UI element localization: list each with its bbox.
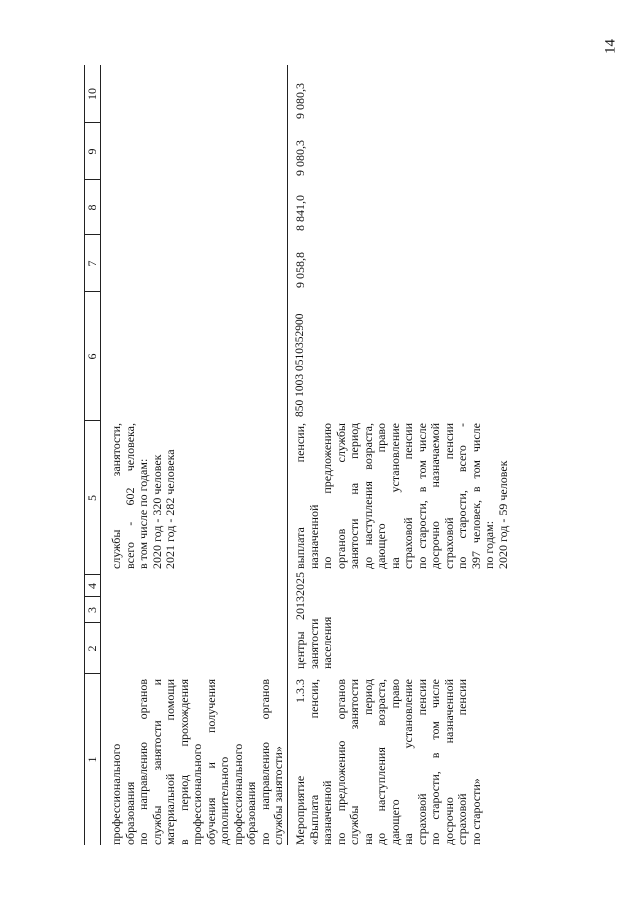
row1-col1-text (110, 679, 286, 845)
header-col-7: 7 (85, 260, 99, 267)
text-line: на установление (401, 679, 415, 845)
text-line: занятости на период (347, 423, 361, 569)
program-table (84, 65, 624, 845)
text-line: дополнительного (217, 756, 231, 845)
text-line: «Выплата пенсии, (306, 679, 321, 845)
text-line: занятости (306, 618, 321, 669)
row2-col9-value: 9 080,3 (293, 140, 307, 176)
text-line: дающего право (374, 423, 388, 569)
text-line: обучения и получения (203, 679, 218, 845)
text-line: по направлению органов (257, 679, 272, 845)
text-line: страховой пенсии (455, 679, 469, 845)
text-line: по годам: (482, 520, 496, 569)
header-col-9: 9 (85, 148, 99, 155)
text-line: до наступления возраста, (360, 423, 375, 569)
text-line: образования (244, 781, 258, 845)
text-line: досрочно назначенной (441, 679, 456, 845)
text-line: по старости, в том числе (428, 679, 442, 845)
text-line: службы занятости (347, 679, 361, 845)
text-line: страховой пенсии (414, 679, 429, 845)
text-line: службы занятости, (109, 423, 123, 569)
text-line: центры (293, 631, 307, 669)
text-line: до наступления возраста, (374, 679, 388, 845)
header-col-5: 5 (85, 495, 99, 501)
text-line: на период (360, 679, 375, 845)
text-line: 397 человек, в том числе (468, 423, 483, 569)
row2-col10-value: 9 080,3 (293, 83, 307, 119)
row-separator (287, 65, 288, 845)
header-col-3: 3 (85, 607, 99, 613)
text-line: на установление (387, 423, 402, 569)
text-line: страховой пенсии (441, 423, 456, 569)
text-line: выплата пенсии, (293, 423, 307, 569)
header-bottom-rule (100, 65, 101, 845)
header-col-2: 2 (85, 645, 99, 652)
text-line: профессионального (109, 743, 123, 845)
text-line: в период прохождения (176, 679, 191, 845)
row2-col5-text (294, 423, 510, 569)
text-line: в том числе по годам: (136, 458, 150, 569)
row2-col6-budget-code: 850 1003 0510352900 (294, 313, 306, 417)
text-line: по старости» (468, 778, 483, 845)
text-line: службы занятости и (149, 679, 164, 845)
text-line: всего - 602 человека, (122, 423, 137, 569)
text-line: страховой пенсии (401, 423, 415, 569)
text-line: населения (320, 616, 334, 669)
text-line: дающего право (387, 679, 402, 845)
text-line: профессионального (190, 743, 204, 845)
text-line: образования (122, 781, 137, 845)
text-line: досрочно назначаемой (428, 423, 442, 569)
text-line: назначенной (306, 504, 321, 569)
page-number: 14 (602, 39, 619, 54)
text-line: по старости, в том числе (414, 423, 429, 569)
row2-col7-value: 9 058,8 (293, 252, 307, 288)
text-line: профессионального (230, 743, 245, 845)
header-col-1: 1 (85, 756, 99, 763)
row2-col3-start-year: 2013 (293, 596, 307, 620)
text-line: 2021 год - 282 человека (163, 449, 177, 569)
row1-col5-text (110, 423, 178, 569)
row2-col1-text (294, 679, 483, 845)
text-line: Мероприятие 1.3.3 (293, 679, 307, 845)
row2-col2-text (293, 616, 335, 669)
text-line: органов службы (333, 423, 348, 569)
header-col-6: 6 (85, 353, 99, 360)
header-col-10: 10 (85, 88, 99, 100)
text-line: по старости, всего - (455, 423, 469, 569)
row2-col8-value: 8 841,0 (293, 195, 307, 231)
text-line: по предложению органов (333, 679, 348, 845)
text-line: службы занятости» (271, 746, 285, 845)
header-col-4: 4 (85, 583, 99, 589)
text-line: 2020 год - 320 человек (149, 454, 164, 569)
header-col-8: 8 (85, 204, 99, 211)
text-line: по предложению (320, 423, 334, 569)
text-line: назначенной (320, 780, 334, 845)
text-line: материальной помощи (163, 679, 177, 845)
row2-col4-end-year: 2025 (293, 572, 307, 596)
text-line: по направлению органов (136, 679, 150, 845)
text-line: 2020 год - 59 человек (495, 460, 510, 569)
